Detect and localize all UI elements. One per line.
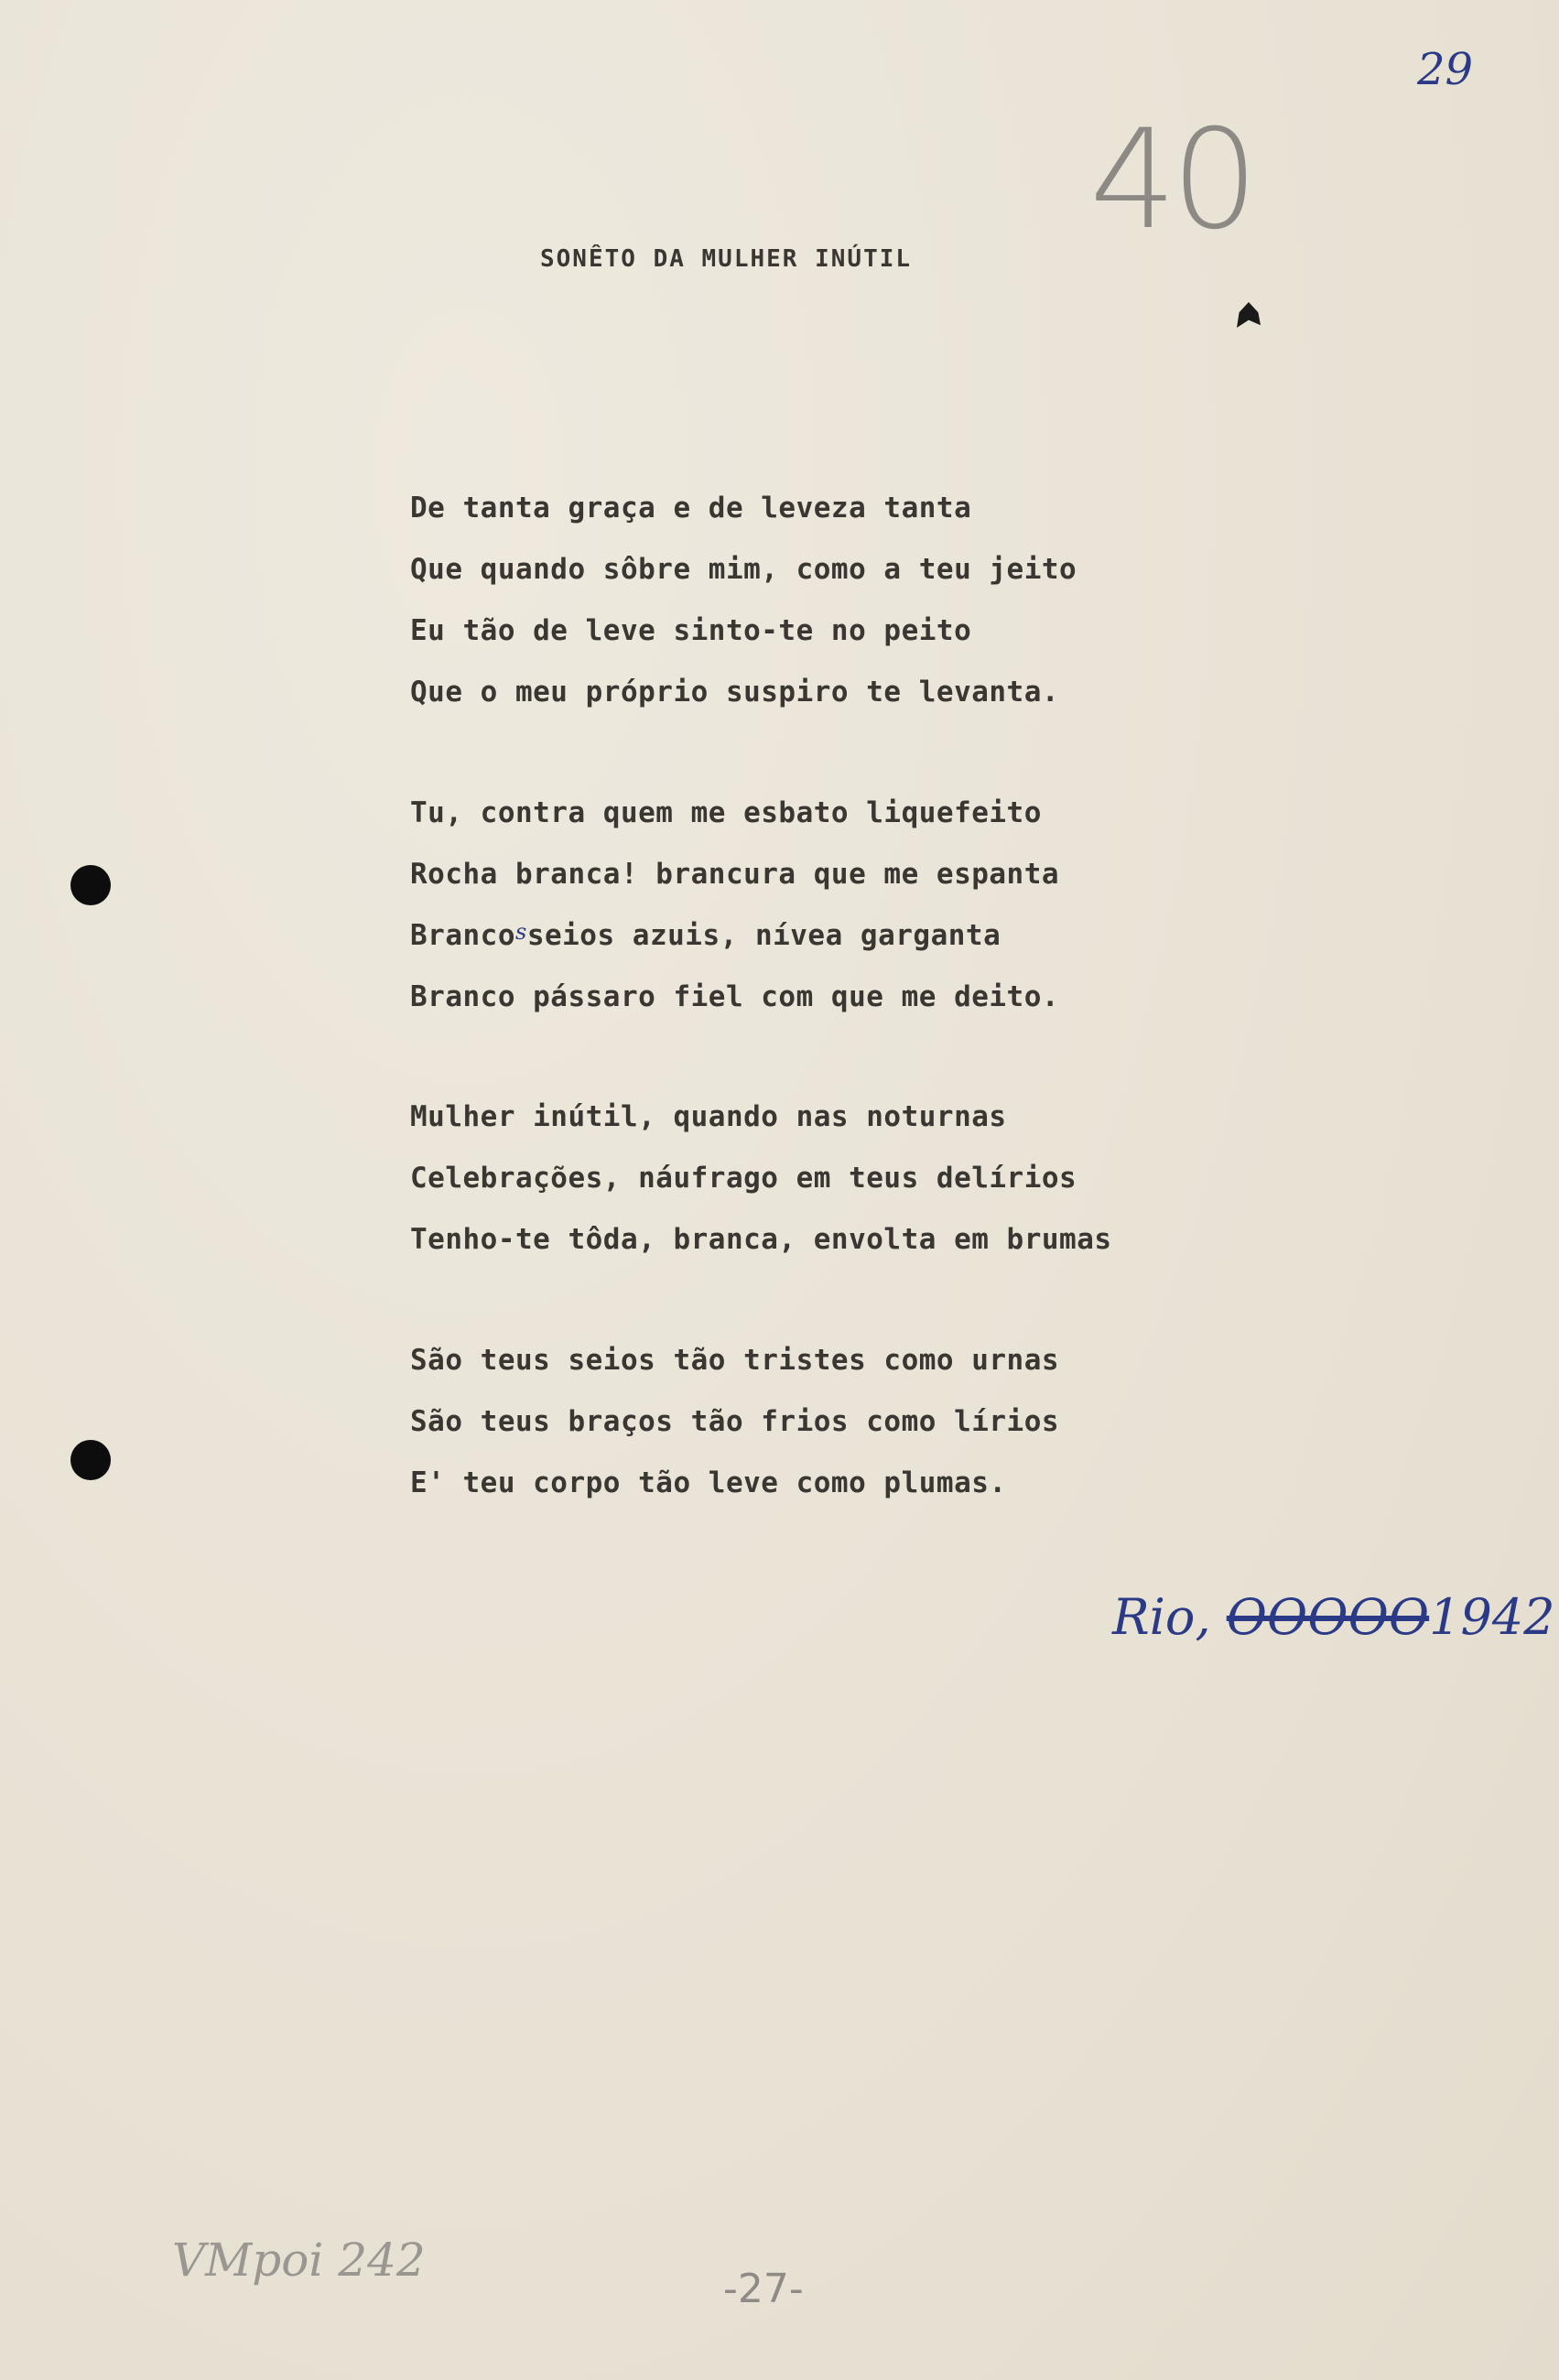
verse-line: Que o meu próprio suspiro te levanta. <box>410 676 1060 709</box>
stanza-4 <box>410 1330 1059 1514</box>
poem-title: SONÊTO DA MULHER INÚTIL <box>540 245 913 273</box>
verse-line: Eu tão de leve sinto-te no peito <box>410 614 972 647</box>
verse-line: Mulher inútil, quando nas noturnas <box>410 1100 1007 1133</box>
paper-tear-mark <box>1237 302 1261 328</box>
page-number: -27- <box>723 2266 804 2312</box>
stanza-2 <box>410 783 1059 1028</box>
struck-out-text: OOOOO <box>1226 1588 1430 1646</box>
folio-number-pencil: 40 <box>1089 101 1253 260</box>
verse-line: Celebrações, náufrago em teus delírios <box>410 1162 1077 1195</box>
verse-line: E' teu corpo tão leve como plumas. <box>410 1466 1007 1499</box>
verse-line: São teus braços tão frios como lírios <box>410 1405 1060 1438</box>
place-text: Rio, <box>1112 1588 1227 1646</box>
verse-line: Rocha branca! brancura que me espanta <box>410 858 1060 891</box>
archive-shelfmark: VMpoi 242 <box>172 2234 426 2287</box>
handwritten-insertion: s <box>514 919 527 945</box>
verse-line: Que quando sôbre mim, como a teu jeito <box>410 553 1077 586</box>
punch-hole <box>70 865 111 905</box>
verse-line: De tanta graça e de leveza tanta <box>410 492 972 525</box>
verse-text: seios azuis, nívea garganta <box>526 919 1001 952</box>
punch-hole <box>70 1440 111 1480</box>
verse-line: Tu, contra quem me esbato liquefeito <box>410 796 1042 829</box>
verse-line-with-correction <box>410 905 1059 967</box>
stanza-3 <box>410 1087 1112 1271</box>
verse-line: São teus seios tão tristes como urnas <box>410 1344 1060 1377</box>
place-and-date <box>1112 1588 1555 1646</box>
folio-number-ink: 29 <box>1417 44 1474 95</box>
verse-text: Branco <box>410 919 515 952</box>
verse-line: Tenho-te tôda, branca, envolta em brumas <box>410 1223 1112 1256</box>
year-text: 1942 <box>1429 1588 1555 1646</box>
verse-line: Branco pássaro fiel com que me deito. <box>410 980 1060 1013</box>
stanza-1 <box>410 478 1077 723</box>
